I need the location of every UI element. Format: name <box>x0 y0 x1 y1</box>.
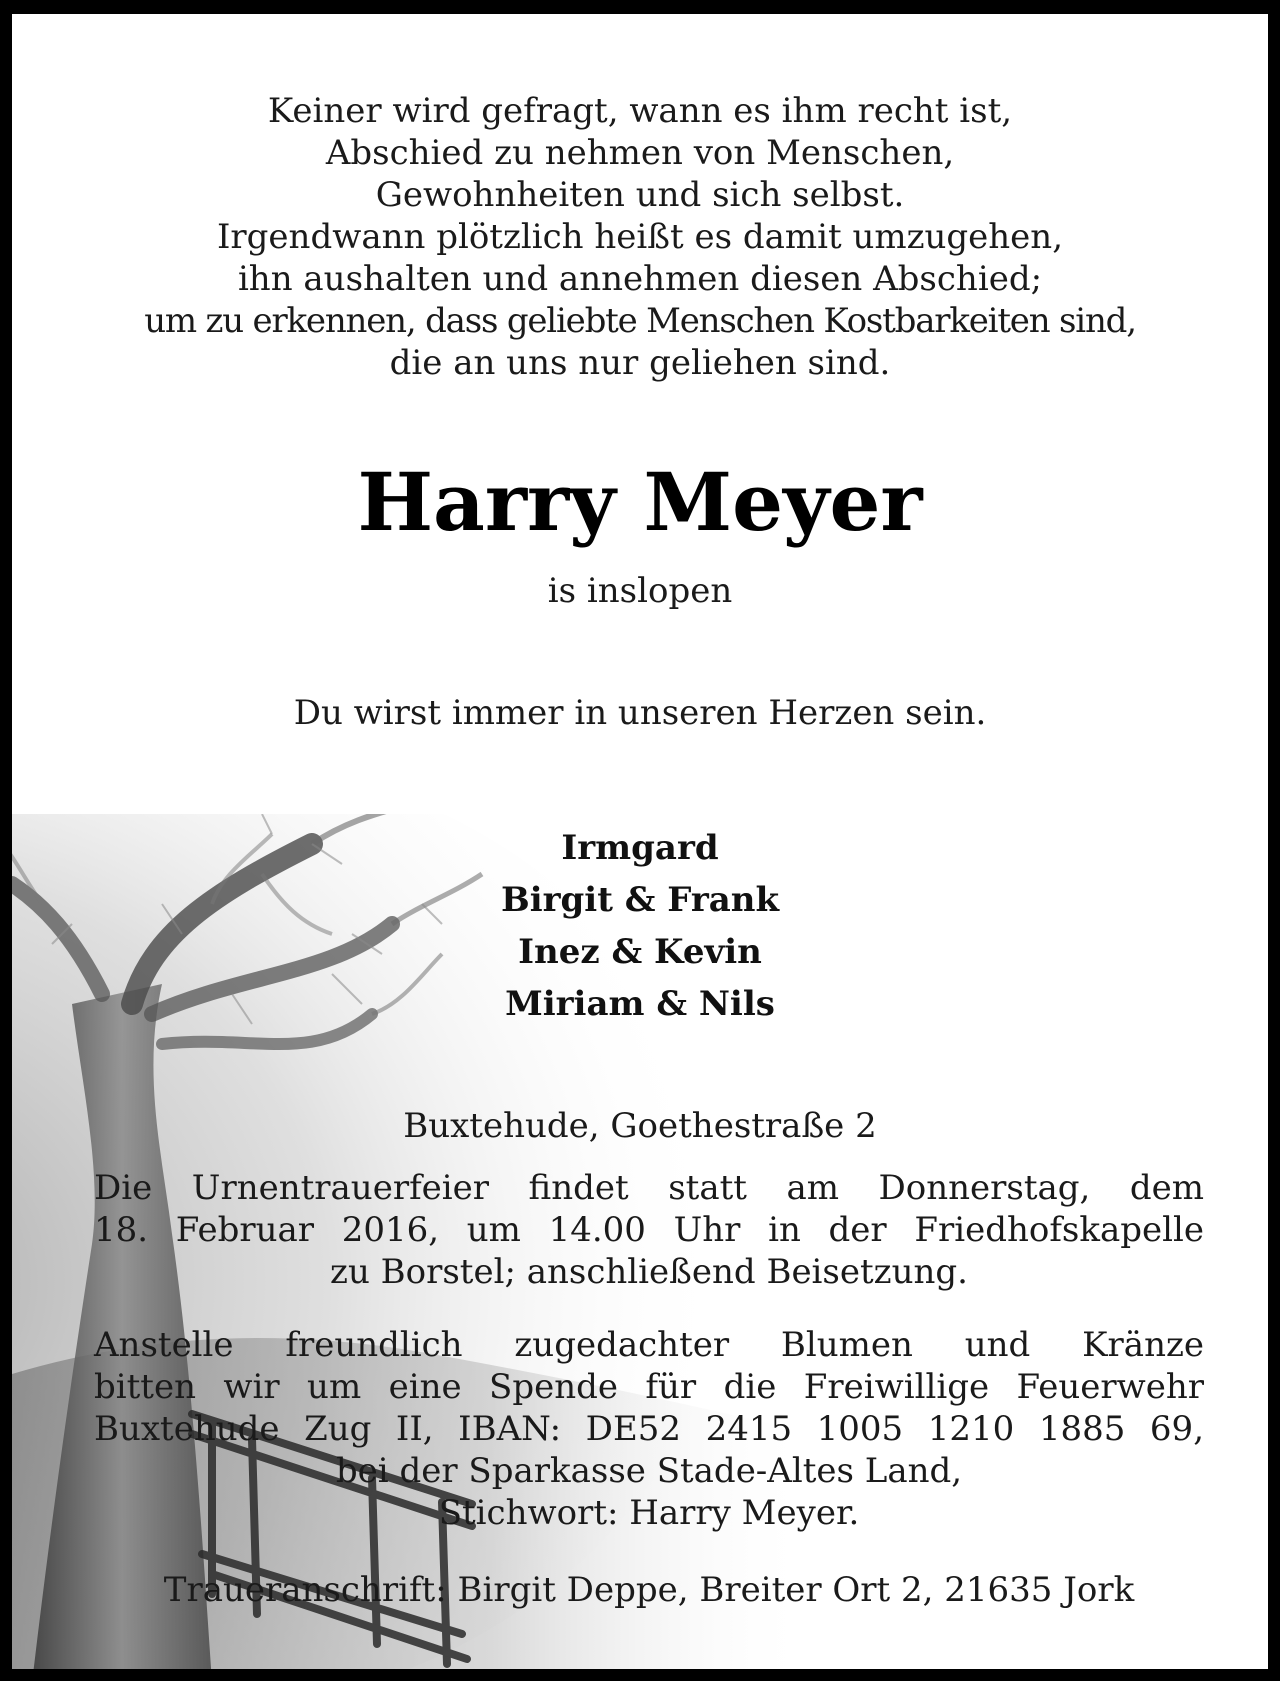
poem <box>72 90 1208 384</box>
poem-line: Abschied zu nehmen von Menschen, <box>325 133 955 173</box>
poem-line: Irgendwann plötzlich heißt es damit umzugehen, <box>216 217 1063 257</box>
poem-line: die an uns nur geliehen sind. <box>389 343 891 383</box>
mourners-list <box>12 822 1268 1030</box>
poem-line: ihn aushalten und annehmen diesen Abschied; <box>237 259 1043 299</box>
donation-paragraph <box>94 1324 1204 1534</box>
family-address: Buxtehude, Goethestraße 2 <box>403 1106 877 1146</box>
mourning-address: Traueranschrift: Birgit Deppe, Breiter Ort 2, 21635 Jork <box>163 1570 1135 1610</box>
mourner-name: Inez & Kevin <box>518 932 762 972</box>
poem-line: Gewohnheiten und sich selbst. <box>375 175 905 215</box>
mourner-name: Miriam & Nils <box>505 984 775 1024</box>
donation-line: bei der Sparkasse Stade-Altes Land, <box>335 1451 963 1491</box>
donation-line: Stichwort: Harry Meyer. <box>438 1493 860 1533</box>
ceremony-paragraph <box>94 1167 1204 1293</box>
poem-line: Keiner wird gefragt, wann es ihm recht ist, <box>267 91 1013 131</box>
donation-line: Anstelle freundlich zugedachter Blumen und Kränze <box>94 1325 1204 1365</box>
mourner-name: Irmgard <box>561 828 719 868</box>
donation-line: Buxtehude Zug II, IBAN: DE52 2415 1005 1210 1885 69, <box>94 1409 1204 1449</box>
ceremony-line: 18. Februar 2016, um 14.00 Uhr in der Friedhofskapelle <box>94 1210 1204 1250</box>
mourner-name: Birgit & Frank <box>500 880 780 920</box>
deceased-name: Harry Meyer <box>357 455 923 549</box>
poem-line: um zu erkennen, dass geliebte Menschen Kostbarkeiten sind, <box>144 301 1136 341</box>
donation-line: bitten wir um eine Spende für die Freiwillige Feuerwehr <box>94 1367 1204 1407</box>
ceremony-line: Die Urnentrauerfeier findet statt am Donnerstag, dem <box>94 1168 1204 1208</box>
deceased-subline: is inslopen <box>547 571 733 611</box>
ceremony-line: zu Borstel; anschließend Beisetzung. <box>330 1252 968 1292</box>
motto: Du wirst immer in unseren Herzen sein. <box>293 693 987 733</box>
